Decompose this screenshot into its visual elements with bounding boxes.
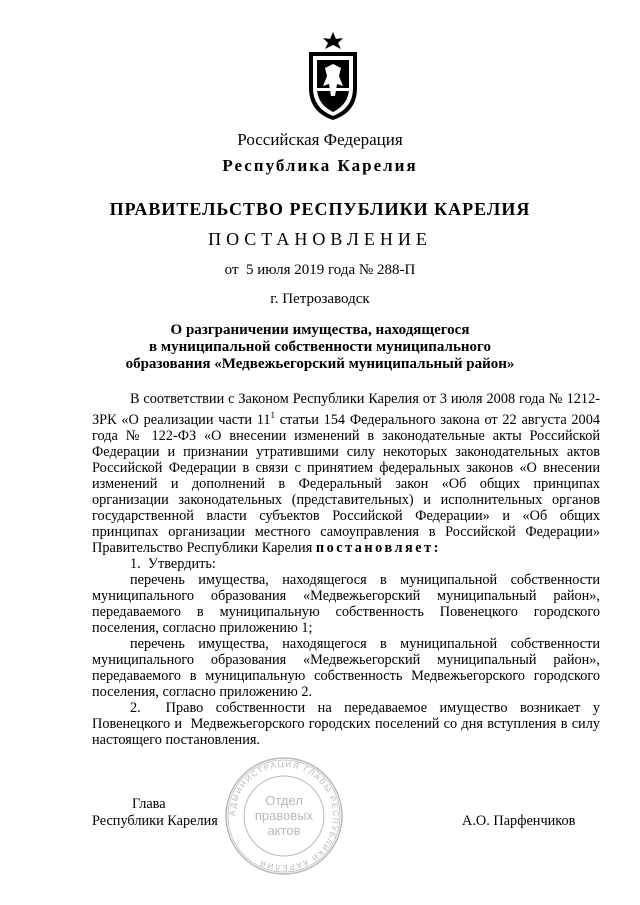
document-city: г. Петрозаводск [270,291,370,307]
list-item: перечень имущества, находящегося в муниципальной собственности муниципального образования «Медвежьегорский муниципальный район», передаваемого в муниципальную собственность Повенецкого городского поселения, согласно приложению 1; [92,571,600,636]
item-2: 2. Право собственности на передаваемое имущество возникает у Повенецкого и Медвежьегорского городских поселений со дня вступления в силу настоящего постановления. [92,699,604,748]
stamp-center-line: актов [267,823,301,838]
round-stamp-icon [223,755,345,877]
document-type: ПОСТАНОВЛЕНИЕ [208,229,432,249]
title-line: образования «Медвежьегорский муниципальный район» [125,356,515,372]
stamp-center-line: правовых [254,808,314,823]
title-line: в муниципальной собственности муниципального [149,339,491,355]
signature-title-line1: Глава [132,796,166,812]
republic-name: Республика Карелия [222,156,418,175]
karelia-coat-of-arms-icon [303,30,363,122]
preamble-text-cont: статьи 154 Федерального закона от 22 августа 2004 года № 122-ФЗ «О внесении изменений в законодательные акты Российской Федерации и признании утратившими силу некоторых законодательных актов Российской Федерации в связи с принятием федеральных законов «О внесении изменений и дополнений в Федеральный закон «Об общих принципах организации законодательных (представительных) и исполнительных органов государственной власти субъектов Российской Федерации» и «Об общих принципах организации местного самоуправления в Российской Федерации» Правительство Республики Карелия [92,411,600,556]
preamble-superscript: 1 [270,410,275,420]
preamble-paragraph [92,391,600,556]
signature-title [92,796,218,830]
document-body [92,391,604,748]
government-name: ПРАВИТЕЛЬСТВО РЕСПУБЛИКИ КАРЕЛИЯ [109,199,531,219]
country-name: Российская Федерация [237,130,403,149]
document-title [0,322,640,373]
resolve-word: постановляет: [315,539,441,556]
item-1: 1. Утвердить: [130,555,216,572]
title-line: О разграничении имущества, находящегося [170,322,470,338]
stamp-ring-text: АДМИНИСТРАЦИЯ ГЛАВЫ РЕСПУБЛИКИ КАРЕЛИЯ [227,759,341,873]
stamp-center-line: Отдел [265,793,303,808]
signature-title-line2: Республики Карелия [92,813,218,829]
list-item: перечень имущества, находящегося в муниципальной собственности муниципального образования «Медвежьегорский муниципальный район», передаваемого в муниципальную собственность Медвежьегорского городского поселения, согласно приложению 2. [92,635,600,700]
signature-name: А.О. Парфенчиков [462,813,576,829]
preamble-text: В соответствии с Законом Республики Карелия от 3 июля 2008 года № 1212-ЗРК «О реализации части 11 [92,391,600,428]
document-date-number: от 5 июля 2019 года № 288-П [224,262,416,278]
